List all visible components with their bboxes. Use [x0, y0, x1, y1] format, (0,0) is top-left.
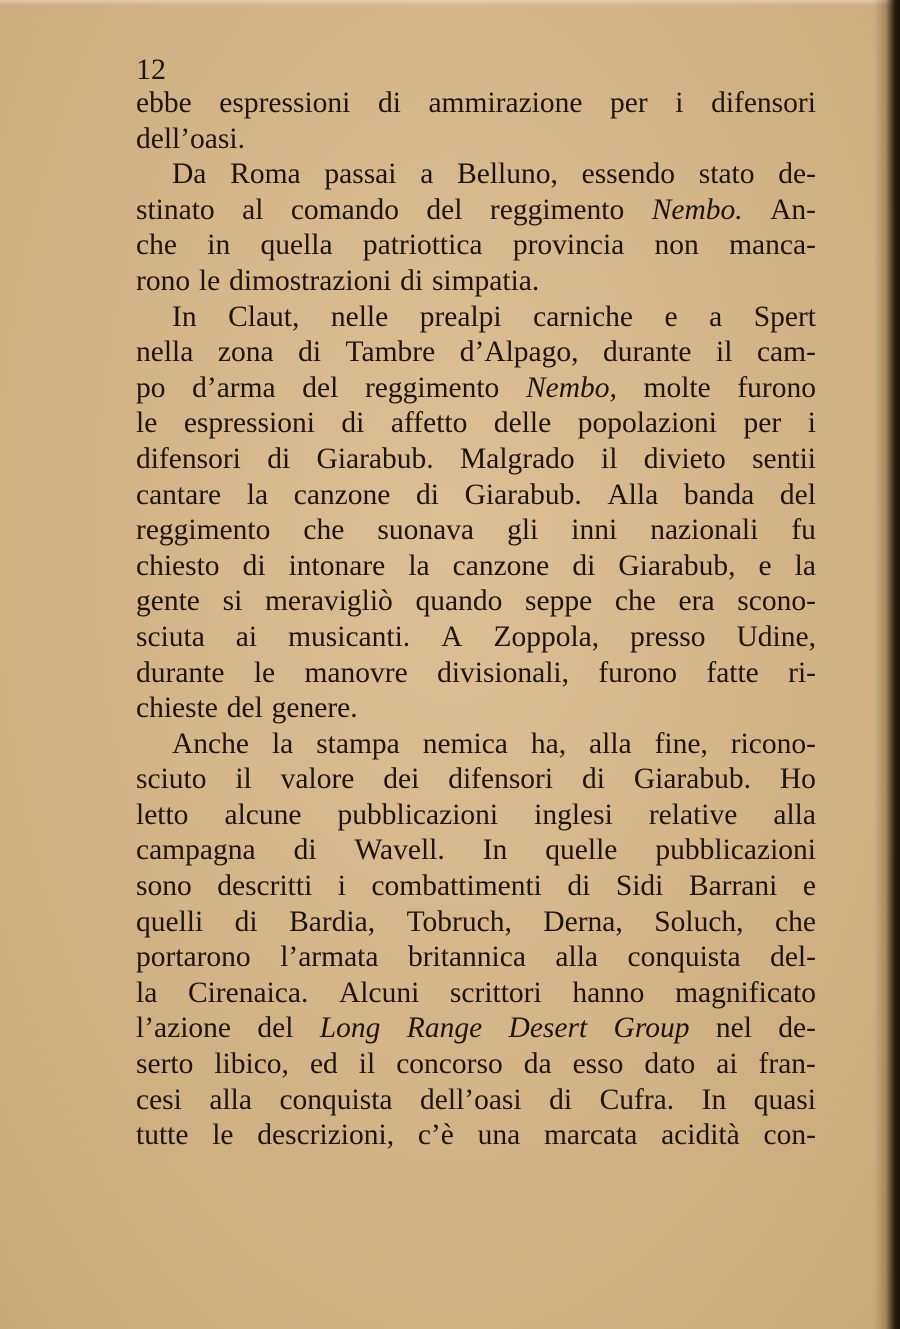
word: A [441, 620, 463, 653]
word: descritti [217, 870, 313, 903]
text-line [136, 264, 816, 300]
word: Belluno, [457, 158, 558, 191]
word: relative [648, 798, 738, 831]
word: durante [603, 336, 692, 369]
word: una [477, 1119, 521, 1152]
word: del [302, 371, 339, 404]
word: il [235, 763, 252, 796]
word: Long [319, 1012, 381, 1045]
word: i [675, 87, 684, 119]
word: Range [406, 1012, 483, 1045]
word: dei [383, 763, 420, 796]
word: per [743, 407, 782, 440]
word: durante [136, 656, 225, 689]
word: hanno [572, 976, 645, 1009]
word: passai [324, 158, 397, 191]
word: de- [778, 158, 816, 191]
word: espressioni [183, 407, 315, 440]
word: di [549, 1083, 573, 1116]
word: divisionali, [437, 656, 569, 689]
word: di [572, 549, 596, 582]
word: di [400, 264, 424, 297]
word: cesi [136, 1083, 182, 1116]
word: alla [589, 727, 632, 760]
word: Claut, [228, 300, 300, 333]
word: prealpi [419, 300, 502, 333]
page-number: 12 [136, 53, 166, 86]
word: di [242, 549, 266, 582]
word: dell’oasi. [136, 122, 245, 155]
word: genere. [271, 692, 358, 725]
word: le [136, 407, 158, 440]
word: quelle [545, 834, 618, 867]
word: Giarabub. [316, 442, 434, 475]
word: fine, [654, 727, 708, 760]
word: espressioni [219, 87, 351, 119]
word: Sidi [615, 870, 664, 903]
word: sono [136, 870, 192, 903]
word: meravigliò [264, 585, 393, 618]
word: di [293, 834, 317, 867]
word: che [303, 514, 345, 547]
word: nella [136, 336, 194, 369]
word: sciuta [136, 620, 205, 653]
word: simpatia. [431, 264, 540, 297]
word: l’armata [280, 941, 379, 974]
word: pubblicazioni [655, 834, 816, 867]
word: conquista [627, 941, 741, 974]
word: del [779, 478, 816, 511]
text-line [136, 798, 816, 834]
word: patriottica [362, 229, 483, 262]
text-line [136, 656, 816, 692]
word: da [523, 1048, 552, 1081]
word: banda [683, 478, 755, 511]
page-top-edge [0, 0, 900, 6]
word: del [257, 1012, 294, 1045]
word: rono [136, 264, 191, 297]
word: combattimenti [371, 870, 542, 903]
word: esso [572, 1048, 624, 1081]
word: Udine, [736, 620, 816, 653]
word: intonare [288, 549, 386, 582]
word: la [408, 549, 430, 582]
page-binding-shadow [874, 0, 900, 1329]
word: Spert [753, 300, 816, 333]
word: fu [791, 514, 816, 547]
word: di [567, 870, 591, 903]
word: de- [778, 1012, 816, 1045]
word: chiesto [136, 549, 220, 582]
text-line [136, 1011, 816, 1047]
word: Giarabub. [464, 478, 582, 511]
text-line [136, 406, 816, 442]
word: ai [716, 1048, 738, 1081]
word: che [136, 229, 177, 262]
word: delle [493, 407, 552, 440]
word: la [246, 478, 269, 511]
word: non [654, 229, 699, 262]
word: quando [415, 585, 503, 618]
text-line [136, 300, 816, 336]
word: stampa [316, 727, 400, 760]
word: di [267, 442, 291, 475]
word: che [775, 905, 816, 938]
word: ri- [788, 656, 816, 689]
word: le [253, 656, 276, 689]
word: In [482, 834, 508, 867]
word: a [709, 300, 723, 333]
text-line [136, 940, 816, 976]
word: canzone [293, 478, 391, 511]
word: il [716, 336, 733, 369]
text-line [136, 478, 816, 514]
text-line [136, 335, 816, 371]
word: In [172, 300, 197, 333]
word: nel [715, 1012, 752, 1045]
word: Nembo, [525, 371, 617, 404]
word: la [794, 549, 816, 582]
text-line [136, 976, 816, 1012]
word: inglesi [534, 798, 613, 831]
word: suonava [377, 514, 475, 547]
word: di [377, 87, 401, 119]
word: Da [172, 158, 207, 191]
word: sentii [752, 442, 816, 475]
word: al [242, 193, 264, 226]
word: Alcuni [338, 976, 420, 1009]
word: In [701, 1083, 727, 1116]
word: dato [644, 1048, 696, 1081]
text-line [136, 86, 816, 122]
word: Giarabub, [618, 549, 736, 582]
word: difensori [448, 763, 554, 796]
word: con- [763, 1119, 816, 1152]
word: Roma [230, 158, 301, 191]
word: alla [555, 941, 599, 974]
word: e [758, 549, 772, 582]
word: cantare [136, 478, 222, 511]
word: magnificato [675, 976, 816, 1009]
word: alla [209, 1083, 252, 1116]
word: Desert [508, 1012, 588, 1045]
word: reggimento [364, 371, 500, 404]
word: divieto [643, 442, 726, 475]
word: alla [773, 798, 816, 831]
word: seppe [525, 585, 593, 618]
word: gli [507, 514, 539, 547]
word: alcune [224, 798, 302, 831]
text-line [136, 157, 816, 193]
word: la [136, 976, 158, 1009]
word: ed [309, 1048, 338, 1081]
word: Soluch, [654, 905, 744, 938]
word: serto [136, 1048, 194, 1081]
word: valore [280, 763, 355, 796]
word: di [416, 478, 439, 511]
word: campagna [136, 834, 256, 867]
text-line [136, 193, 816, 229]
word: britannica [407, 941, 526, 974]
word: ha, [530, 727, 567, 760]
word: le [198, 264, 221, 297]
word: provincia [512, 229, 625, 262]
word: carniche [533, 300, 634, 333]
text-line [136, 1118, 816, 1154]
word: inni [571, 514, 618, 547]
word: in [207, 229, 231, 262]
word: Derna, [543, 905, 623, 938]
word: cam- [756, 336, 816, 369]
text-line [136, 442, 816, 478]
word: i [337, 870, 346, 903]
word: i [807, 407, 816, 440]
word: descrizioni, [257, 1119, 395, 1152]
word: nelle [330, 300, 389, 333]
word: e [664, 300, 678, 333]
word: si [222, 585, 243, 618]
word: a [420, 158, 434, 191]
word: dell’oasi [420, 1083, 522, 1116]
word: affetto [390, 407, 468, 440]
word: e [802, 870, 816, 903]
word: portarono [136, 941, 251, 974]
word: difensori [136, 442, 241, 475]
word: comando [290, 193, 399, 226]
word: acidità [661, 1119, 740, 1152]
word: del- [770, 941, 816, 974]
word: zona [217, 336, 274, 369]
text-line [136, 869, 816, 905]
word: Cufra. [599, 1083, 675, 1116]
word: sciuto [136, 763, 207, 796]
word: Wavell. [354, 834, 445, 867]
word: letto [136, 798, 189, 831]
word: di [341, 407, 365, 440]
word: quella [260, 229, 333, 262]
word: Zoppola, [493, 620, 600, 653]
word: quasi [753, 1083, 816, 1116]
word: Bardia, [289, 905, 376, 938]
word: essendo [581, 158, 676, 191]
word: furono [598, 656, 678, 689]
word: per [610, 87, 648, 119]
word: marcata [543, 1119, 638, 1152]
word: fran- [758, 1048, 816, 1081]
word: Anche [172, 727, 249, 760]
word: popolazioni [577, 407, 717, 440]
word: Ho [779, 763, 816, 796]
word: di [581, 763, 605, 796]
word: di [234, 905, 258, 938]
word: conquista [279, 1083, 393, 1116]
word: quelli [136, 905, 204, 938]
word: era [678, 585, 715, 618]
word: Tobruch, [406, 905, 512, 938]
word: musicanti. [288, 620, 411, 653]
text-line [136, 620, 816, 656]
word: l’azione [136, 1012, 231, 1045]
word: fatte [706, 656, 759, 689]
word: An- [770, 193, 816, 226]
word: canzone [452, 549, 550, 582]
text-line [136, 762, 816, 798]
word: ricono- [730, 727, 816, 760]
word: che [614, 585, 656, 618]
word: il [358, 1048, 376, 1081]
text-line [136, 584, 816, 620]
word: ammirazione [428, 87, 583, 119]
text-line [136, 905, 816, 941]
word: stinato [136, 193, 215, 226]
text-line [136, 1047, 816, 1083]
text-line [136, 513, 816, 549]
word: manovre [304, 656, 408, 689]
word: d’arma [192, 371, 276, 404]
text-line [136, 727, 816, 763]
word: chieste [136, 692, 218, 725]
body-text [136, 86, 816, 1154]
word: molte [643, 371, 711, 404]
word: stato [698, 158, 755, 191]
word: po [136, 371, 166, 404]
word: scrittori [449, 976, 542, 1009]
word: la [271, 727, 294, 760]
word: c’è [417, 1119, 454, 1152]
text-line [136, 371, 816, 407]
word: libico, [214, 1048, 289, 1081]
word: furono [737, 371, 816, 404]
word: concorso [396, 1048, 503, 1081]
word: Nembo. [651, 193, 743, 226]
word: Giarabub. [633, 763, 751, 796]
word: Malgrado [460, 442, 575, 475]
word: le [212, 1119, 234, 1152]
word: dimostrazioni [229, 264, 392, 297]
word: del [226, 692, 263, 725]
word: Cirenaica. [187, 976, 309, 1009]
text-line [136, 691, 816, 727]
word: Tambre [345, 336, 436, 369]
word: scono- [737, 585, 816, 618]
text-line [136, 833, 816, 869]
text-line [136, 549, 816, 585]
word: Alla [607, 478, 659, 511]
word: difensori [711, 87, 816, 119]
text-line [136, 1083, 816, 1119]
word: ai [235, 620, 258, 653]
word: tutte [136, 1119, 189, 1152]
word: Barrani [688, 870, 778, 903]
word: manca- [729, 229, 816, 262]
word: Group [613, 1012, 690, 1045]
word: d’Alpago, [459, 336, 579, 369]
word: gente [136, 585, 200, 618]
text-line [136, 122, 816, 158]
word: del [426, 193, 463, 226]
word: di [298, 336, 322, 369]
text-line [136, 228, 816, 264]
word: nemica [422, 727, 508, 760]
word: reggimento [489, 193, 625, 226]
word: il [601, 442, 618, 475]
word: ebbe [136, 87, 192, 119]
word: pubblicazioni [337, 798, 499, 831]
word: presso [630, 620, 706, 653]
word: nazionali [650, 514, 759, 547]
word: reggimento [136, 514, 271, 547]
